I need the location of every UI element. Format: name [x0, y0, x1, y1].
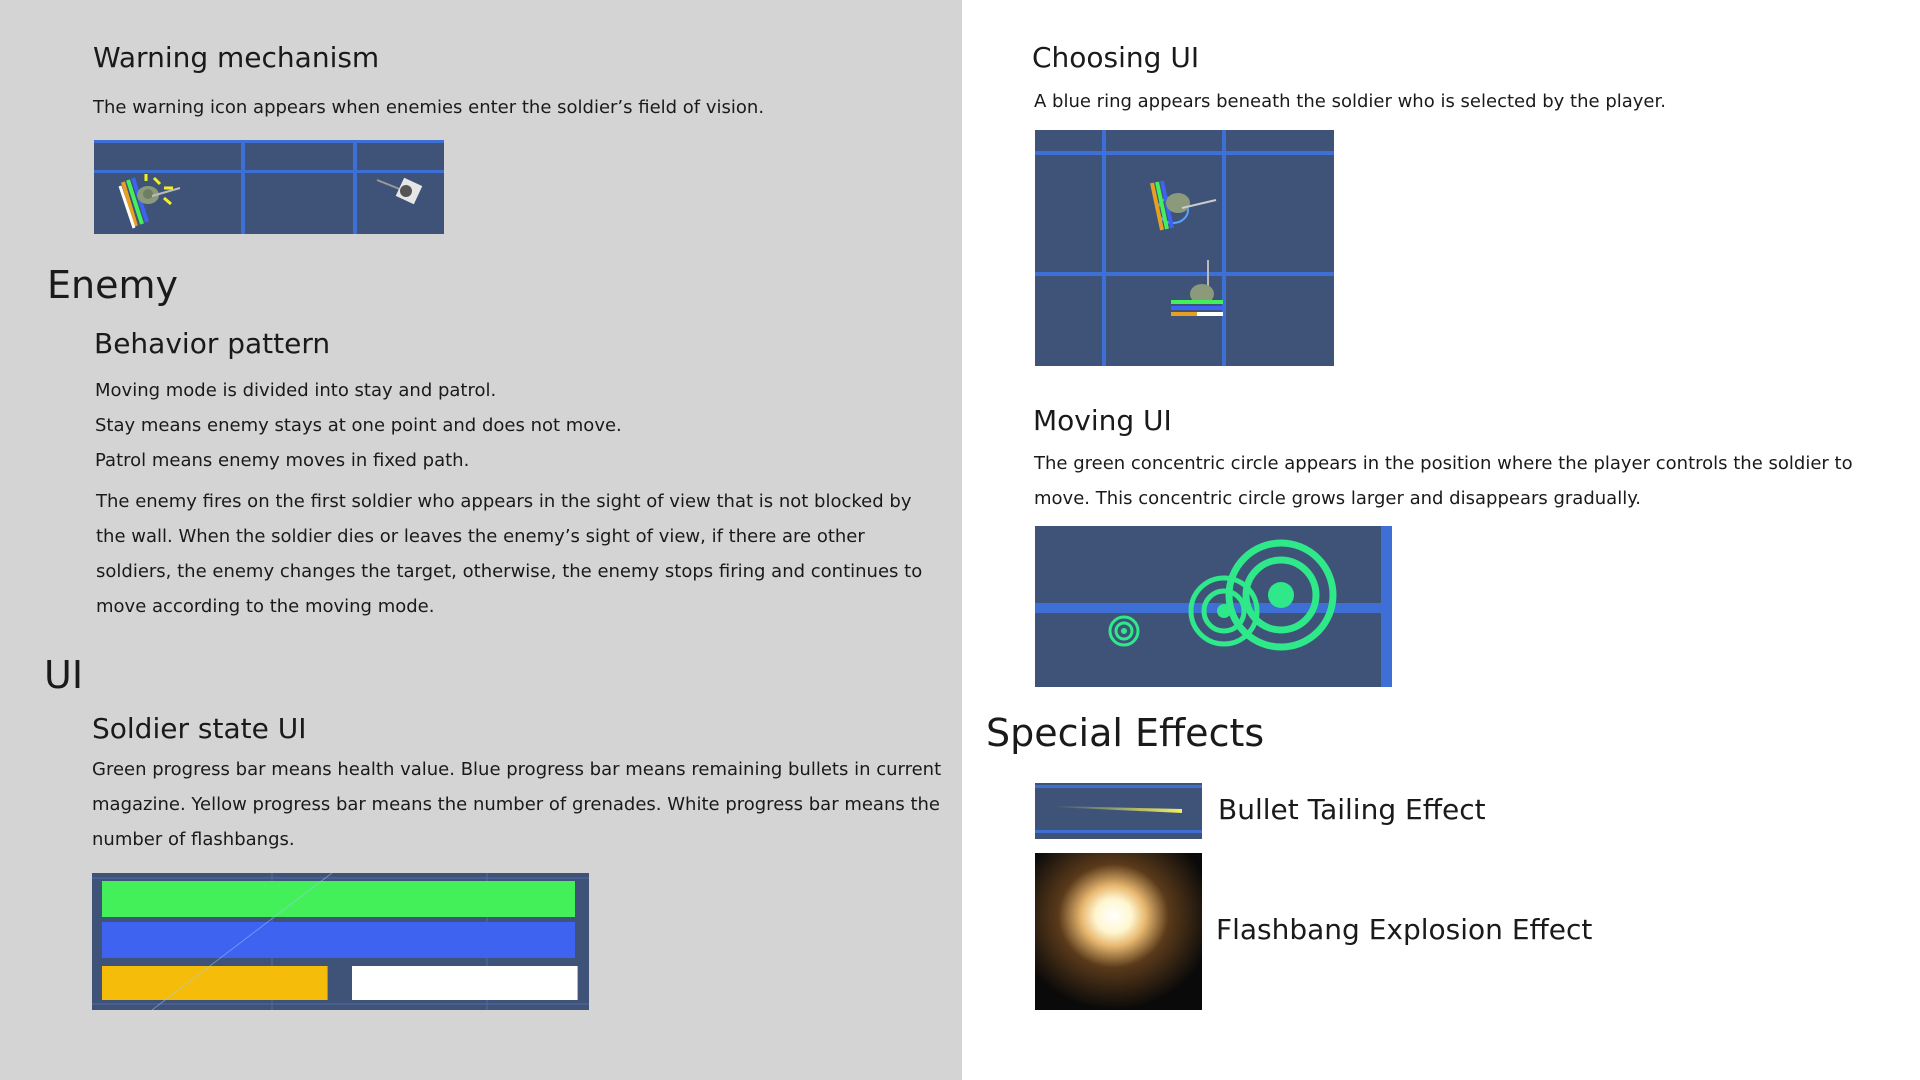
ui-title: UI [44, 653, 84, 697]
health-bar [102, 881, 575, 917]
flashbangs-bar [352, 966, 578, 1000]
move-target-large [1229, 543, 1333, 647]
warning-title: Warning mechanism [93, 41, 380, 74]
moving-text: The green concentric circle appears in the position where the player controls the soldier to move. This concentric circle grows larger and disappears gradually. [1034, 453, 1853, 509]
effects-title: Special Effects [986, 711, 1265, 755]
behavior-title: Behavior pattern [94, 327, 331, 360]
soldier-state-bars [92, 873, 589, 1010]
flashbang-effect-thumbnail [1035, 853, 1202, 1010]
enemy-title: Enemy [47, 263, 178, 307]
moving-screenshot [1035, 526, 1392, 687]
state-ui-text: Green progress bar means health value. Blue progress bar means remaining bullets in current magazine. Yellow progress bar means the number of grenades. White progress bar means the number of flashbangs. [92, 759, 942, 850]
moving-title: Moving UI [1033, 404, 1172, 437]
warning-screenshot [94, 140, 444, 234]
bullet-effect-thumbnail [1035, 783, 1202, 839]
warning-text: The warning icon appears when enemies enter the soldier’s field of vision. [93, 97, 765, 118]
bullets-bar [102, 922, 575, 958]
bullet-effect-label: Bullet Tailing Effect [1218, 793, 1486, 826]
flashbang-effect-label: Flashbang Explosion Effect [1216, 913, 1593, 946]
choosing-text: A blue ring appears beneath the soldier who is selected by the player. [1034, 91, 1666, 112]
behavior-line: Stay means enemy stays at one point and does not move. [95, 415, 622, 436]
choosing-screenshot [1035, 130, 1334, 366]
enemy-fire-paragraph: The enemy fires on the first soldier who appears in the sight of view that is not blocked by the wall. When the soldier dies or leaves the enemy’s sight of view, if there are other soldiers, the enemy changes the target, otherwise, the enemy stops firing and continues to move according to the moving mode. [96, 491, 923, 617]
behavior-line: Moving mode is divided into stay and patrol. [95, 380, 497, 401]
choosing-title: Choosing UI [1032, 41, 1200, 74]
state-ui-title: Soldier state UI [92, 712, 307, 745]
grenades-bar [102, 966, 328, 1000]
behavior-line: Patrol means enemy moves in fixed path. [95, 450, 470, 471]
